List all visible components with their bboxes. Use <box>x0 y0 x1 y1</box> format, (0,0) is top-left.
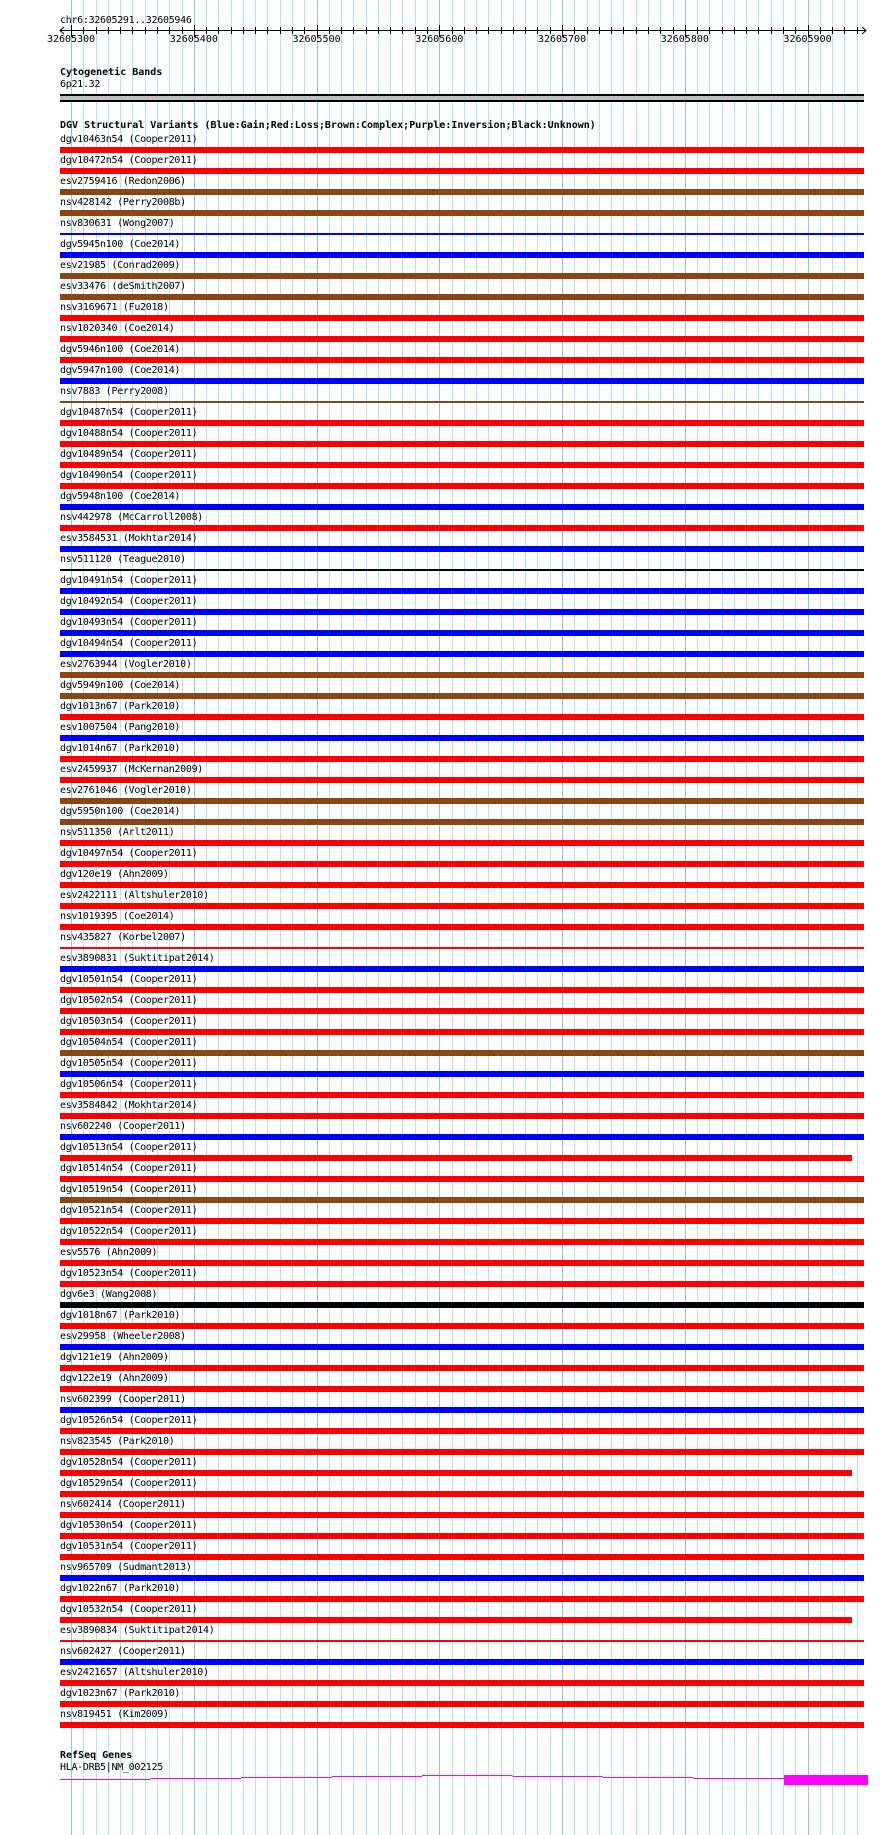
variant-label[interactable]: dgv10490n54 (Cooper2011) <box>60 470 198 481</box>
variant-bar-loss[interactable] <box>60 1512 864 1518</box>
variant-label[interactable]: esv3890834 (Suktitipat2014) <box>60 1625 215 1636</box>
variant-label[interactable]: dgv10501n54 (Cooper2011) <box>60 974 198 985</box>
variant-bar-loss[interactable] <box>60 1113 864 1119</box>
variant-label[interactable]: dgv10526n54 (Cooper2011) <box>60 1415 198 1426</box>
variant-bar-loss[interactable] <box>60 1008 864 1014</box>
variant-bar-gain[interactable] <box>60 1659 864 1665</box>
variant-label[interactable]: nsv602240 (Cooper2011) <box>60 1121 186 1132</box>
variant-label[interactable]: nsv602427 (Cooper2011) <box>60 1646 186 1657</box>
variant-bar-loss[interactable] <box>60 947 864 949</box>
variant-bar-loss[interactable] <box>60 441 864 447</box>
ruler-tick-label: 32605500 <box>292 34 341 45</box>
variant-bar-loss[interactable] <box>60 1218 864 1224</box>
variant-bar-loss[interactable] <box>60 1260 864 1266</box>
variant-label[interactable]: dgv1013n67 (Park2010) <box>60 701 181 712</box>
variant-label[interactable]: dgv10489n54 (Cooper2011) <box>60 449 198 460</box>
variant-label[interactable]: dgv120e19 (Ahn2009) <box>60 869 169 880</box>
variant-label[interactable]: dgv10491n54 (Cooper2011) <box>60 575 198 586</box>
variant-bar-loss[interactable] <box>60 483 864 489</box>
variant-label[interactable]: dgv5949n100 (Coe2014) <box>60 680 181 691</box>
variant-bar-loss[interactable] <box>60 462 864 468</box>
variant-bar-complex[interactable] <box>60 672 864 678</box>
variant-label[interactable]: dgv10514n54 (Cooper2011) <box>60 1163 198 1174</box>
variant-bar-loss[interactable] <box>60 1365 864 1371</box>
gene-model-HLA-DRB5[interactable] <box>0 1770 890 1790</box>
variant-bar-loss[interactable] <box>60 357 864 363</box>
variant-bar-complex[interactable] <box>60 798 864 804</box>
variant-bar-loss[interactable] <box>60 525 864 531</box>
variant-bar-loss[interactable] <box>60 168 864 174</box>
variant-label[interactable]: dgv10505n54 (Cooper2011) <box>60 1058 198 1069</box>
variant-bar-loss[interactable] <box>60 1722 864 1728</box>
variant-label[interactable]: nsv1020340 (Coe2014) <box>60 323 175 334</box>
variant-label[interactable]: dgv10492n54 (Cooper2011) <box>60 596 198 607</box>
variant-label[interactable]: dgv1014n67 (Park2010) <box>60 743 181 754</box>
variant-label[interactable]: esv3584531 (Mokhtar2014) <box>60 533 198 544</box>
variant-label[interactable]: dgv10494n54 (Cooper2011) <box>60 638 198 649</box>
variant-label[interactable]: dgv5945n100 (Coe2014) <box>60 239 181 250</box>
variant-label[interactable]: esv2763944 (Vogler2010) <box>60 659 192 670</box>
variant-bar-gain[interactable] <box>60 233 864 235</box>
variant-bar-loss[interactable] <box>60 1239 864 1245</box>
variant-bar-loss[interactable] <box>60 1617 852 1623</box>
cytoband-track-title[interactable]: Cytogenetic Bands <box>60 67 163 78</box>
variant-bar-gain[interactable] <box>60 1575 864 1581</box>
variant-label[interactable]: esv2421657 (Altshuler2010) <box>60 1667 209 1678</box>
variant-label[interactable]: dgv10529n54 (Cooper2011) <box>60 1478 198 1489</box>
variant-label[interactable]: nsv511350 (Arlt2011) <box>60 827 175 838</box>
gene-intron-line <box>60 1776 784 1780</box>
variant-bar-gain[interactable] <box>60 588 864 594</box>
variant-bar-loss[interactable] <box>60 903 864 909</box>
variant-label[interactable]: nsv428142 (Perry2008b) <box>60 197 186 208</box>
variant-bar-loss[interactable] <box>60 1029 864 1035</box>
variant-bar-loss[interactable] <box>60 777 864 783</box>
variant-label[interactable]: nsv3169671 (Fu2018) <box>60 302 169 313</box>
cytoband-label: 6p21.32 <box>60 79 101 90</box>
variant-bar-complex[interactable] <box>60 401 864 403</box>
variant-label[interactable]: dgv5947n100 (Coe2014) <box>60 365 181 376</box>
variant-label[interactable]: esv2761046 (Vogler2010) <box>60 785 192 796</box>
variant-label[interactable]: dgv5946n100 (Coe2014) <box>60 344 181 355</box>
variant-bar-loss[interactable] <box>60 1323 864 1329</box>
ruler-tick-label: 32605900 <box>783 34 832 45</box>
variant-label[interactable]: dgv1023n67 (Park2010) <box>60 1688 181 1699</box>
variant-bar-unknown[interactable] <box>60 1302 864 1308</box>
variant-bar-gain[interactable] <box>60 966 864 972</box>
variant-label[interactable]: esv2459937 (McKernan2009) <box>60 764 204 775</box>
variant-bar-loss[interactable] <box>60 420 864 426</box>
ruler-tick-label: 32605700 <box>537 34 587 45</box>
variant-label[interactable]: dgv10521n54 (Cooper2011) <box>60 1205 198 1216</box>
ruler-tick-label: 32605300 <box>46 34 96 45</box>
variant-label[interactable]: nsv1019395 (Coe2014) <box>60 911 175 922</box>
variant-bar-loss[interactable] <box>60 987 864 993</box>
variant-label[interactable]: nsv442978 (McCarroll2008) <box>60 512 204 523</box>
variant-bar-complex[interactable] <box>60 294 864 300</box>
variant-label[interactable]: dgv10519n54 (Cooper2011) <box>60 1184 198 1195</box>
variant-bar-gain[interactable] <box>60 651 864 657</box>
variant-bar-complex[interactable] <box>60 189 864 195</box>
variant-bar-gain[interactable] <box>60 1407 864 1413</box>
variant-label[interactable]: nsv511120 (Teague2010) <box>60 554 186 565</box>
variant-bar-gain[interactable] <box>60 735 864 741</box>
variant-bar-loss[interactable] <box>60 1449 864 1455</box>
variant-label[interactable]: dgv10523n54 (Cooper2011) <box>60 1268 198 1279</box>
variant-bar-loss[interactable] <box>60 1596 864 1602</box>
variant-label[interactable]: nsv965709 (Sudmant2013) <box>60 1562 192 1573</box>
variant-bar-complex[interactable] <box>60 1197 864 1203</box>
variant-label[interactable]: dgv10513n54 (Cooper2011) <box>60 1142 198 1153</box>
variant-bar-loss[interactable] <box>60 1281 864 1287</box>
variant-bar-gain[interactable] <box>60 1134 864 1140</box>
ruler-tick-label: 32605400 <box>169 34 218 45</box>
variant-bar-loss[interactable] <box>60 1533 864 1539</box>
variant-label[interactable]: dgv10497n54 (Cooper2011) <box>60 848 198 859</box>
variant-bar-loss[interactable] <box>60 1554 864 1560</box>
variant-label[interactable]: dgv10504n54 (Cooper2011) <box>60 1037 198 1048</box>
variant-label[interactable]: dgv1022n67 (Park2010) <box>60 1583 181 1594</box>
variant-bar-loss[interactable] <box>60 1680 864 1686</box>
variant-bar-loss[interactable] <box>60 882 864 888</box>
variant-label[interactable]: esv3584842 (Mokhtar2014) <box>60 1100 198 1111</box>
variant-label[interactable]: dgv5948n100 (Coe2014) <box>60 491 181 502</box>
variant-bar-loss[interactable] <box>60 1092 864 1098</box>
variant-bar-loss[interactable] <box>60 1386 864 1392</box>
variant-bar-loss[interactable] <box>60 924 864 930</box>
variant-bar-complex[interactable] <box>60 210 864 216</box>
variant-bar-loss[interactable] <box>60 1701 864 1707</box>
variant-bar-loss[interactable] <box>60 861 864 867</box>
variant-bar-complex[interactable] <box>60 819 864 825</box>
variant-bar-gain[interactable] <box>60 252 864 258</box>
variant-bar-unknown[interactable] <box>60 569 864 571</box>
variant-label[interactable]: dgv10502n54 (Cooper2011) <box>60 995 198 1006</box>
variant-bar-complex[interactable] <box>60 273 864 279</box>
variant-bar-loss[interactable] <box>60 756 864 762</box>
dgv-track-title[interactable]: DGV Structural Variants (Blue:Gain;Red:Loss;Brown:Complex;Purple:Inversion;Black:Unknown) <box>60 120 596 131</box>
variant-label[interactable]: esv1007504 (Pang2010) <box>60 722 181 733</box>
variant-label[interactable]: esv5576 (Ahn2009) <box>60 1247 158 1258</box>
variant-label[interactable]: nsv7883 (Perry2008) <box>60 386 169 397</box>
variant-bar-complex[interactable] <box>60 1050 864 1056</box>
cytoband-band[interactable] <box>60 94 864 102</box>
variant-label[interactable]: nsv435827 (Korbel2007) <box>60 932 186 943</box>
refseq-track-title[interactable]: RefSeq Genes <box>60 1750 133 1761</box>
variant-bar-loss[interactable] <box>60 1155 852 1161</box>
variant-label[interactable]: dgv10522n54 (Cooper2011) <box>60 1226 198 1237</box>
variant-bar-loss[interactable] <box>60 1470 852 1476</box>
variant-label[interactable]: dgv10487n54 (Cooper2011) <box>60 407 198 418</box>
variant-bar-gain[interactable] <box>60 630 864 636</box>
variant-bar-loss[interactable] <box>60 1491 864 1497</box>
ruler-tick-label: 32605600 <box>415 34 464 45</box>
variant-bar-gain[interactable] <box>60 1071 864 1077</box>
variant-label[interactable]: nsv830631 (Wong2007) <box>60 218 175 229</box>
variant-bar-loss[interactable] <box>60 714 864 720</box>
variant-label[interactable]: esv2422111 (Altshuler2010) <box>60 890 209 901</box>
variant-label[interactable]: dgv10463n54 (Cooper2011) <box>60 134 198 145</box>
variant-label[interactable]: nsv823545 (Park2010) <box>60 1436 175 1447</box>
variant-label[interactable]: dgv6e3 (Wang2008) <box>60 1289 158 1300</box>
variant-bar-loss[interactable] <box>60 336 864 342</box>
location-label: chr6:32605291..32605946 <box>60 15 192 26</box>
gene-exon-block <box>784 1775 868 1785</box>
variant-bar-gain[interactable] <box>60 609 864 615</box>
variant-label[interactable]: dgv10493n54 (Cooper2011) <box>60 617 198 628</box>
variant-label[interactable]: esv2759416 (Redon2006) <box>60 176 186 187</box>
variant-label[interactable]: dgv122e19 (Ahn2009) <box>60 1373 169 1384</box>
variant-label[interactable]: nsv602414 (Cooper2011) <box>60 1499 186 1510</box>
variant-label[interactable]: nsv602399 (Cooper2011) <box>60 1394 186 1405</box>
variant-bar-gain[interactable] <box>60 378 864 384</box>
variant-bar-loss[interactable] <box>60 315 864 321</box>
variant-label[interactable]: esv3890831 (Suktitipat2014) <box>60 953 215 964</box>
variant-label[interactable]: dgv10532n54 (Cooper2011) <box>60 1604 198 1615</box>
variant-label[interactable]: esv29958 (Wheeler2008) <box>60 1331 186 1342</box>
variant-label[interactable]: dgv5950n100 (Coe2014) <box>60 806 181 817</box>
variant-bar-loss[interactable] <box>60 1640 864 1642</box>
variant-bar-gain[interactable] <box>60 546 864 552</box>
gene-label[interactable]: HLA-DRB5|NM_002125 <box>60 1762 163 1773</box>
variant-label[interactable]: dgv10488n54 (Cooper2011) <box>60 428 198 439</box>
variant-label[interactable]: dgv10472n54 (Cooper2011) <box>60 155 198 166</box>
variant-bar-gain[interactable] <box>60 1344 864 1350</box>
variant-label[interactable]: nsv819451 (Kim2009) <box>60 1709 169 1720</box>
variant-label[interactable]: dgv1018n67 (Park2010) <box>60 1310 181 1321</box>
variant-label[interactable]: dgv10506n54 (Cooper2011) <box>60 1079 198 1090</box>
variant-label[interactable]: dgv121e19 (Ahn2009) <box>60 1352 169 1363</box>
variant-label[interactable]: dgv10531n54 (Cooper2011) <box>60 1541 198 1552</box>
ruler-tick-label: 32605800 <box>660 34 709 45</box>
variant-label[interactable]: dgv10503n54 (Cooper2011) <box>60 1016 198 1027</box>
variant-bar-loss[interactable] <box>60 1428 864 1434</box>
variant-label[interactable]: esv21985 (Conrad2009) <box>60 260 181 271</box>
variant-bar-loss[interactable] <box>60 1176 864 1182</box>
variant-label[interactable]: dgv10528n54 (Cooper2011) <box>60 1457 198 1468</box>
variant-bar-gain[interactable] <box>60 504 864 510</box>
variant-bar-complex[interactable] <box>60 693 864 699</box>
variant-label[interactable]: dgv10530n54 (Cooper2011) <box>60 1520 198 1531</box>
variant-label[interactable]: esv33476 (deSmith2007) <box>60 281 186 292</box>
variant-bar-loss[interactable] <box>60 147 864 153</box>
variant-bar-loss[interactable] <box>60 840 864 846</box>
